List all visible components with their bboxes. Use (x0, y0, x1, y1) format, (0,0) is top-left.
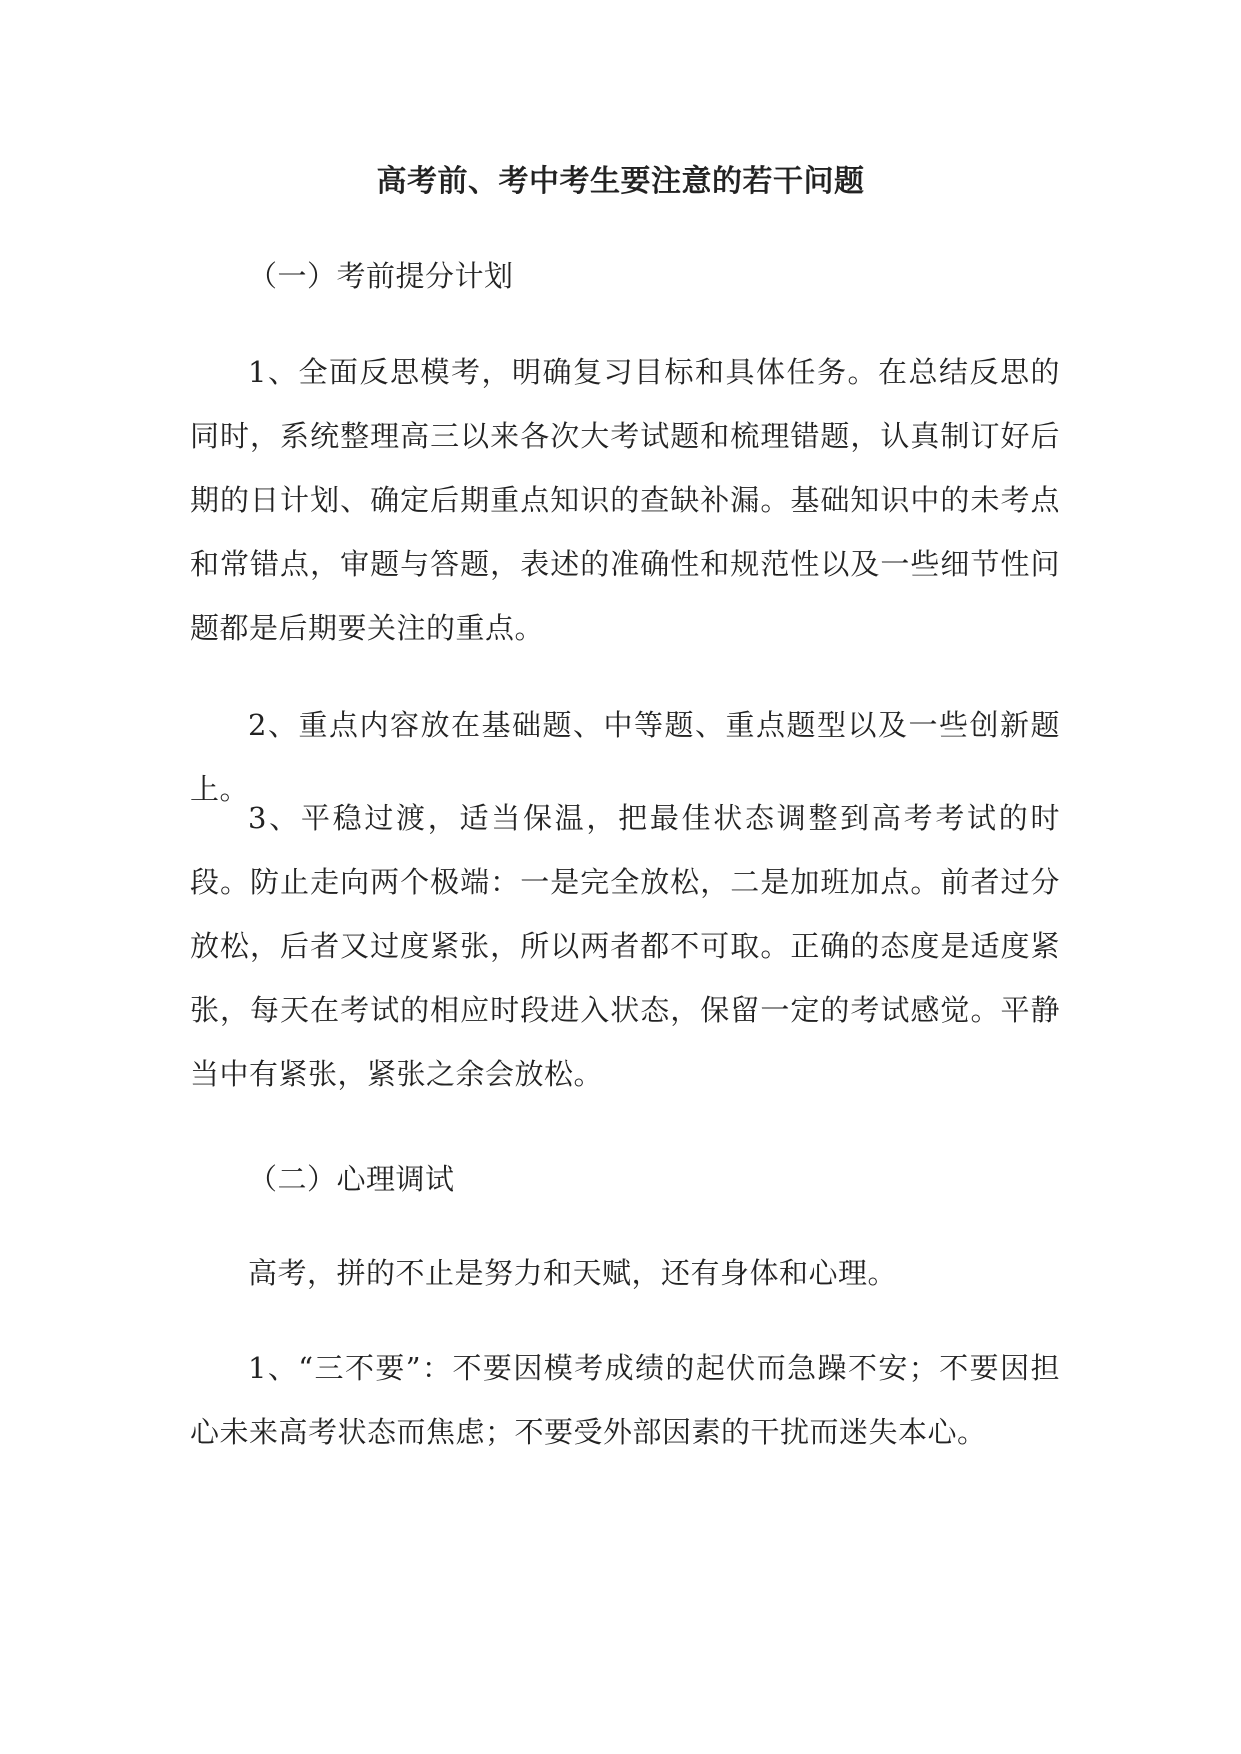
document-title: 高考前、考中考生要注意的若干问题 (376, 164, 865, 199)
paragraph-4: 高考，拼的不止是努力和天赋，还有身体和心理。 (248, 1256, 898, 1290)
paragraph-2: 2、重点内容放在基础题、中等题、重点题型以及一些创新题上。 (190, 708, 1060, 806)
paragraph-3: 3、平稳过渡，适当保温，把最佳状态调整到高考考试的时段。防止走向两个极端：一是完全放松，二是加班加点。前者过分放松，后者又过度紧张，所以两者都不可取。正确的态度是适度紧张，每天在考试的相应时段进入状态，保留一定的考试感觉。平静当中有紧张，紧张之余会放松。 (190, 801, 1060, 1091)
section-heading-1: （一）考前提分计划 (248, 259, 514, 293)
paragraph-1: 1、全面反思模考，明确复习目标和具体任务。在总结反思的同时，系统整理高三以来各次大考试题和梳理错题，认真制订好后期的日计划、确定后期重点知识的查缺补漏。基础知识中的未考点和常错点，审题与答题，表述的准确性和规范性以及一些细节性问题都是后期要关注的重点。 (190, 355, 1060, 645)
paragraph-5: 1、“三不要”：不要因模考成绩的起伏而急躁不安；不要因担心未来高考状态而焦虑；不要受外部因素的干扰而迷失本心。 (190, 1351, 1060, 1449)
section-heading-2: （二）心理调试 (248, 1162, 455, 1196)
